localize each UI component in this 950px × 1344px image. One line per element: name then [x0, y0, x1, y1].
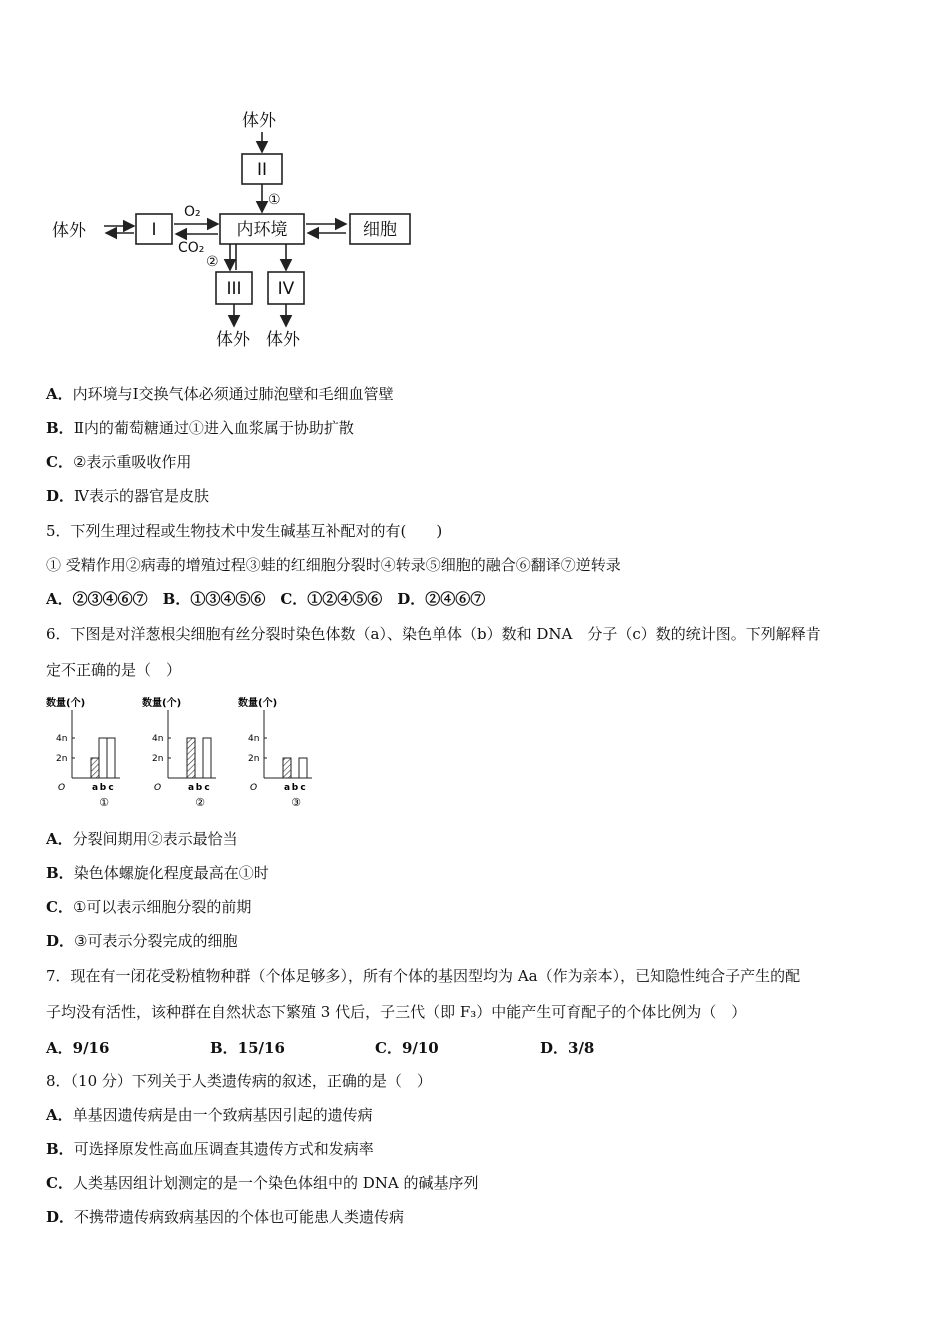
q8-option-a[interactable]: A．单基因遗传病是由一个致病基因引起的遗传病: [46, 1106, 373, 1124]
chart-1-bar-c: [107, 738, 115, 778]
chart-1-bar-b: [99, 738, 107, 778]
q6-stem-line1: 6．下图是对洋葱根尖细胞有丝分裂时染色体数（a）、染色单体（b）数和 DNA 分子（c）数的统计图。下列解释肯: [46, 625, 821, 643]
chart-3-ytick-2n: 2n: [248, 754, 260, 764]
chart-1-xtick-a: a: [91, 783, 99, 793]
chart-2-bar-c: [203, 738, 211, 778]
III-output-label: 体外: [216, 330, 250, 350]
q8-stem: 8．（10 分）下列关于人类遗传病的叙述，正确的是（ ）: [46, 1072, 432, 1090]
q5-items: ① 受精作用②病毒的增殖过程③蛙的红细胞分裂时④转录⑤细胞的融合⑥翻译⑦逆转录: [46, 556, 621, 574]
left-source-label: 体外: [52, 221, 86, 241]
cell-label: 细胞: [363, 220, 397, 240]
q6-option-c[interactable]: C．①可以表示细胞分裂的前期: [46, 898, 252, 916]
q8-option-d[interactable]: D．不携带遗传病致病基因的个体也可能患人类遗传病: [46, 1208, 405, 1226]
chart-3-ylabel: 数量(个): [238, 698, 278, 709]
chart-1-ytick-4n: 4n: [56, 734, 68, 744]
q6-option-b[interactable]: B．染色体螺旋化程度最高在①时: [46, 864, 269, 882]
q4-option-d[interactable]: D．Ⅳ表示的器官是皮肤: [46, 487, 210, 505]
chart-1-origin: O: [58, 783, 66, 793]
IV-output-label: 体外: [266, 330, 300, 350]
internal-environment-diagram: [40, 100, 440, 360]
chart-2-xtick-c: c: [204, 783, 210, 793]
co2-label: CO₂: [178, 240, 205, 256]
chart-1-xtick-c: c: [108, 783, 114, 793]
chart-3-xtick-c: c: [300, 783, 306, 793]
pathway-1-label: ①: [268, 192, 281, 208]
o2-label: O₂: [184, 204, 201, 220]
chart-2-xtick-b: b: [195, 783, 203, 793]
chart-3-origin: O: [250, 783, 258, 793]
chart-1-ytick-2n: 2n: [56, 754, 68, 764]
box-I-label: I: [151, 220, 157, 240]
box-IV-label: IV: [277, 279, 295, 299]
chart-3-xtick-a: a: [283, 783, 291, 793]
chart-3-xtick-b: b: [291, 783, 299, 793]
chart-1-ylabel: 数量(个): [46, 698, 86, 709]
q7-option-c[interactable]: C．9/10: [375, 1039, 439, 1057]
chart-2-ylabel: 数量(个): [142, 698, 182, 709]
box-III-label: III: [226, 279, 242, 299]
top-source-label: 体外: [242, 111, 276, 131]
box-II-label: II: [256, 160, 268, 180]
chart-1-title: ①: [99, 796, 109, 809]
q6-option-a[interactable]: A．分裂间期用②表示最恰当: [46, 830, 238, 848]
q6-charts: [40, 692, 360, 810]
q4-option-a[interactable]: A．内环境与Ⅰ交换气体必须通过肺泡壁和毛细血管壁: [46, 385, 394, 403]
chart-3-bar-a: [283, 758, 291, 778]
q8-option-b[interactable]: B．可选择原发性高血压调查其遗传方式和发病率: [46, 1140, 374, 1158]
chart-3-ytick-4n: 4n: [248, 734, 260, 744]
q4-option-c[interactable]: C．②表示重吸收作用: [46, 453, 192, 471]
q6-option-d[interactable]: D．③可表示分裂完成的细胞: [46, 932, 238, 950]
q7-option-a[interactable]: A．9/16: [46, 1039, 110, 1057]
chart-1-xtick-b: b: [99, 783, 107, 793]
chart-2-ytick-2n: 2n: [152, 754, 164, 764]
chart-2-ytick-4n: 4n: [152, 734, 164, 744]
chart-3-bar-c: [299, 758, 307, 778]
chart-1-bar-a: [91, 758, 99, 778]
q7-option-b[interactable]: B．15/16: [210, 1039, 285, 1057]
q6-stem-line2: 定不正确的是（ ）: [46, 661, 182, 679]
q5-options[interactable]: A．②③④⑥⑦ B．①③④⑤⑥ C．①②④⑤⑥ D．②④⑥⑦: [46, 590, 486, 608]
chart-2-bar-a: [187, 738, 195, 778]
q7-option-d[interactable]: D．3/8: [540, 1039, 595, 1057]
chart-2-xtick-a: a: [187, 783, 195, 793]
q8-option-c[interactable]: C．人类基因组计划测定的是一个染色体组中的 DNA 的碱基序列: [46, 1174, 479, 1192]
q7-stem-line2: 子均没有活性，该种群在自然状态下繁殖 3 代后，子三代（即 F₃）中能产生可育配子的个体比例为（ ）: [46, 1003, 747, 1021]
chart-2-title: ②: [195, 796, 205, 809]
center-label: 内环境: [236, 220, 288, 240]
pathway-2-label: ②: [206, 254, 219, 270]
q6-bar-charts-svg: [40, 692, 360, 810]
q4-option-b[interactable]: B．Ⅱ内的葡萄糖通过①进入血浆属于协助扩散: [46, 419, 354, 437]
chart-2-origin: O: [154, 783, 162, 793]
chart-3-title: ③: [291, 796, 301, 809]
q5-stem: 5．下列生理过程或生物技术中发生碱基互补配对的有( ): [46, 522, 443, 540]
q7-stem-line1: 7．现在有一闭花受粉植物种群（个体足够多），所有个体的基因型均为 Aa（作为亲本），已知隐性纯合子产生的配: [46, 967, 801, 985]
